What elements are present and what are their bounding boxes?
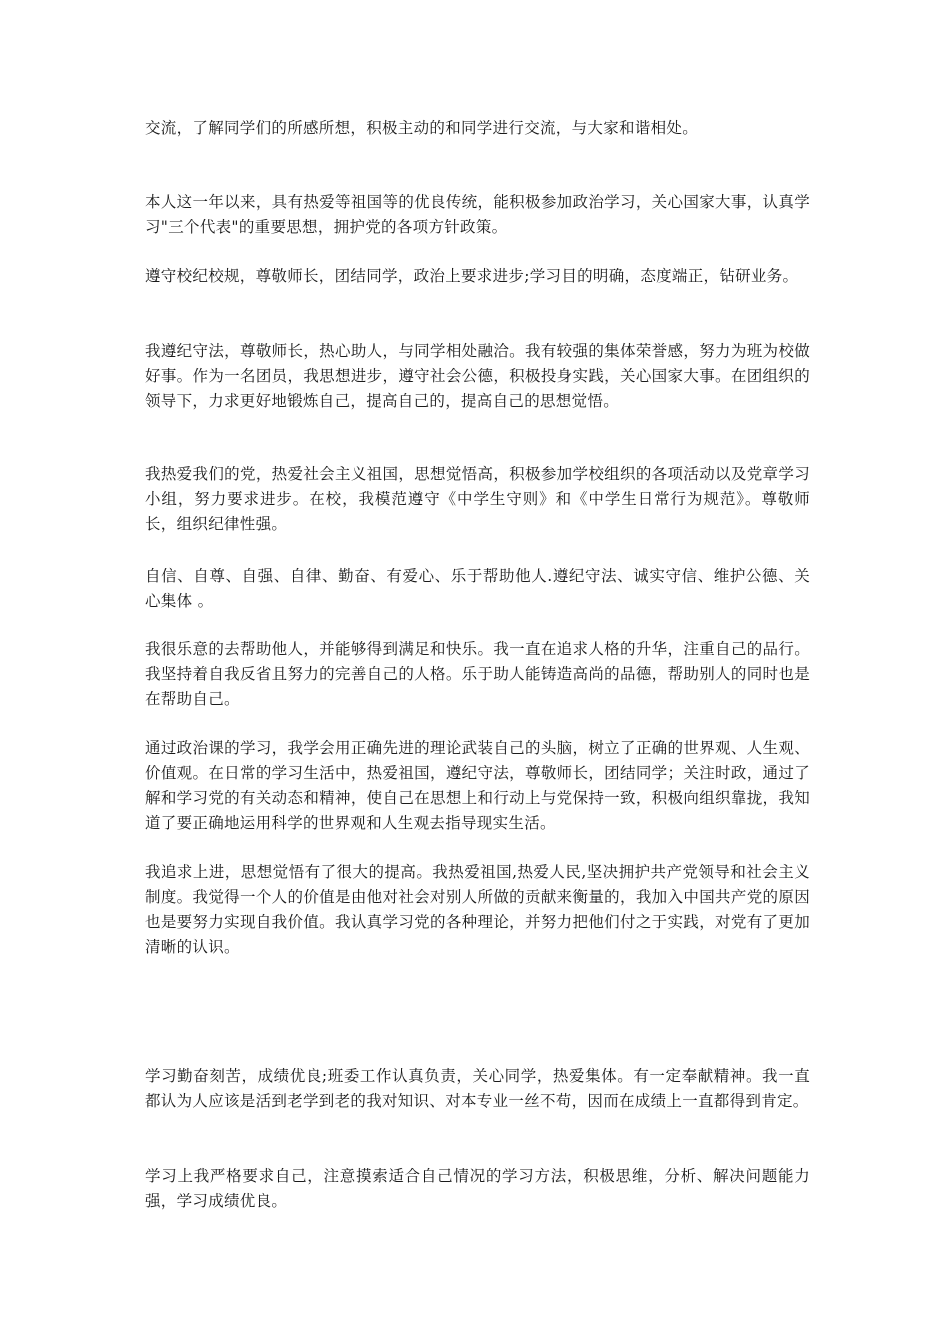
paragraph-11: 学习上我严格要求自己，注意摸索适合自己情况的学习方法，积极思维，分析、解决问题能力强，学习成绩优良。: [145, 1167, 810, 1210]
paragraph-9: 我追求上进，思想觉悟有了很大的提高。我热爱祖国,热爱人民,坚决拥护共产党领导和社会主义制度。我觉得一个人的价值是由他对社会对别人所做的贡献来衡量的，我加入中国共产党的原因也是要努力实现自我价值。我认真学习党的各种理论，并努力把他们付之于实践，对党有了更加清晰的认识。: [145, 863, 810, 956]
paragraph-4: 我遵纪守法，尊敬师长，热心助人，与同学相处融洽。我有较强的集体荣誉感，努力为班为校做好事。作为一名团员，我思想进步，遵守社会公德，积极投身实践，关心国家大事。在团组织的领导下，力求更好地锻炼自己，提高自己的，提高自己的思想觉悟。: [145, 342, 810, 410]
paragraph-2: 本人这一年以来，具有热爱等祖国等的优良传统，能积极参加政治学习，关心国家大事，认真学习"三个代表"的重要思想，拥护党的各项方针政策。: [145, 193, 810, 236]
paragraph-1: 交流，了解同学们的所感所想，积极主动的和同学进行交流，与大家和谐相处。: [145, 119, 699, 137]
paragraph-5: 我热爱我们的党，热爱社会主义祖国，思想觉悟高，积极参加学校组织的各项活动以及党章学习小组，努力要求进步。在校，我模范遵守《中学生守则》和《中学生日常行为规范》。尊敬师长，组织纪律性强。: [145, 465, 810, 533]
paragraph-6: 自信、自尊、自强、自律、勤奋、有爱心、乐于帮助他人.遵纪守法、诚实守信、维护公德、关心集体 。: [145, 567, 810, 610]
paragraph-8: 通过政治课的学习，我学会用正确先进的理论武装自己的头脑，树立了正确的世界观、人生观、价值观。在日常的学习生活中，热爱祖国，遵纪守法，尊敬师长，团结同学；关注时政，通过了解和学习党的有关动态和精神，使自己在思想上和行动上与党保持一致，积极向组织靠拢，我知道了要正确地运用科学的世界观和人生观去指导现实生活。: [145, 739, 810, 832]
paragraph-7: 我很乐意的去帮助他人，并能够得到满足和快乐。我一直在追求人格的升华，注重自己的品行。我坚持着自我反省且努力的完善自己的人格。乐于助人能铸造高尚的品德，帮助别人的同时也是在帮助自己。: [145, 640, 810, 708]
paragraph-3: 遵守校纪校规，尊敬师长，团结同学，政治上要求进步;学习目的明确，态度端正，钻研业务。: [145, 267, 799, 285]
paragraph-10: 学习勤奋刻苦，成绩优良;班委工作认真负责，关心同学，热爱集体。有一定奉献精神。我一直都认为人应该是活到老学到老的我对知识、对本专业一丝不苟，因而在成绩上一直都得到肯定。: [145, 1067, 810, 1110]
